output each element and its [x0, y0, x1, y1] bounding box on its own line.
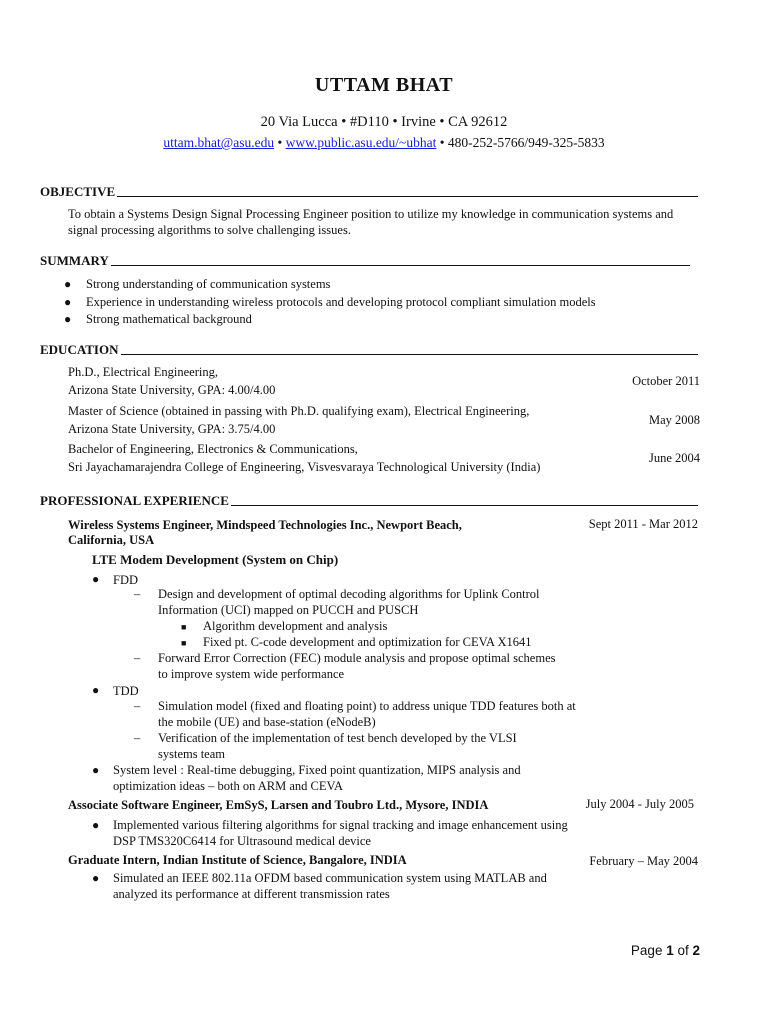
website-link[interactable]: www.public.asu.edu/~ubhat: [285, 135, 437, 150]
institution: Arizona State University, GPA: 4.00/4.00: [68, 383, 276, 397]
section-title: EDUCATION: [40, 342, 119, 357]
dash-icon: –: [134, 731, 141, 745]
degree: Master of Science (obtained in passing with Ph.D. qualifying exam), Electrical Engineering,: [68, 404, 530, 418]
objective-text: To obtain a Systems Design Signal Processing Engineer position to utilize my knowledge in communication systems and signal processing algorithms to solve challenging issues.: [68, 207, 674, 237]
job-date: July 2004 - July 2005: [585, 797, 694, 811]
job-title: Graduate Intern, Indian Institute of Science, Bangalore, INDIA: [68, 853, 407, 867]
education-entry: [68, 440, 540, 476]
contact-line: [0, 135, 768, 151]
fdd-subitem: Fixed pt. C-code development and optimization for CEVA X1641: [203, 635, 532, 649]
summary-item: Strong understanding of communication systems: [86, 277, 331, 291]
job-item: Implemented various filtering algorithms for signal tracking and image enhancement using DSP TMS320C6414 for Ultrasound medical device: [113, 818, 568, 848]
institution: Arizona State University, GPA: 3.75/4.00: [68, 422, 276, 436]
objective-heading: [40, 184, 698, 200]
tdd-label: TDD: [113, 684, 139, 698]
summary-heading: [40, 253, 690, 269]
address-line: 20 Via Lucca • #D110 • Irvine • CA 92612: [260, 114, 508, 130]
square-bullet-icon: ■: [181, 638, 187, 648]
section-title: SUMMARY: [40, 253, 109, 268]
education-entry: [68, 363, 275, 399]
job-date: February – May 2004: [589, 854, 698, 868]
bullet-icon: ●: [64, 295, 72, 309]
job-title: Associate Software Engineer, EmSyS, Larsen and Toubro Ltd., Mysore, INDIA: [68, 798, 489, 812]
bullet-icon: ●: [92, 871, 100, 885]
project-title: LTE Modem Development (System on Chip): [92, 552, 339, 567]
dash-icon: –: [134, 651, 141, 665]
system-level-item: System level : Real-time debugging, Fixed point quantization, MIPS analysis and optimization ideas – both on ARM and CEVA: [113, 763, 521, 793]
section-rule: [117, 196, 698, 197]
section-rule: [121, 354, 699, 355]
fdd-subitem: Algorithm development and analysis: [203, 619, 388, 633]
fdd-label: FDD: [113, 573, 139, 587]
bullet-icon: ●: [64, 277, 72, 291]
degree: Bachelor of Engineering, Electronics & Communications,: [68, 442, 358, 456]
email-link[interactable]: uttam.bhat@asu.edu: [163, 135, 275, 150]
candidate-name: UTTAM BHAT: [314, 74, 454, 96]
bullet-icon: ●: [92, 763, 100, 777]
education-entry: [68, 402, 529, 438]
experience-heading: [40, 493, 698, 509]
job-date: Sept 2011 - Mar 2012: [588, 517, 698, 531]
section-title: OBJECTIVE: [40, 184, 116, 199]
education-date: June 2004: [648, 451, 700, 465]
education-heading: [40, 342, 698, 358]
fdd-item: Forward Error Correction (FEC) module analysis and propose optimal schemes to improve system wide performance: [158, 651, 556, 681]
page-current: 1: [666, 943, 674, 958]
page-number: [631, 943, 700, 958]
section-rule: [231, 505, 698, 506]
square-bullet-icon: ■: [181, 622, 187, 632]
bullet-icon: ●: [92, 683, 100, 697]
dash-icon: –: [134, 699, 141, 713]
job-item: Simulated an IEEE 802.11a OFDM based communication system using MATLAB and analyzed its performance at different transmission rates: [113, 871, 547, 901]
of-word: of: [673, 943, 693, 958]
tdd-item: Verification of the implementation of test bench developed by the VLSI systems team: [158, 731, 517, 761]
tdd-item: Simulation model (fixed and floating point) to address unique TDD features both at the mobile (UE) and base-station (eNodeB): [158, 699, 576, 729]
dash-icon: –: [134, 587, 141, 601]
bullet-icon: ●: [92, 818, 100, 832]
degree: Ph.D., Electrical Engineering,: [68, 365, 218, 379]
bullet-icon: ●: [92, 572, 100, 586]
page-total: 2: [692, 943, 700, 958]
fdd-item: Design and development of optimal decoding algorithms for Uplink Control Information (UCI) mapped on PUCCH and PUSCH: [158, 587, 540, 617]
page-word: Page: [630, 943, 667, 958]
summary-item: Strong mathematical background: [86, 312, 252, 326]
contact-separator: •: [274, 135, 286, 150]
job-title: Wireless Systems Engineer, Mindspeed Technologies Inc., Newport Beach, California, USA: [68, 518, 462, 547]
phone-numbers: • 480-252-5766/949-325-5833: [436, 135, 605, 150]
section-title: PROFESSIONAL EXPERIENCE: [40, 493, 229, 508]
education-date: May 2008: [648, 413, 700, 427]
summary-item: Experience in understanding wireless protocols and developing protocol compliant simulation models: [86, 295, 596, 309]
section-rule: [111, 265, 690, 266]
institution: Sri Jayachamarajendra College of Engineering, Visvesvaraya Technological University (India): [68, 460, 541, 474]
bullet-icon: ●: [64, 312, 72, 326]
education-date: October 2011: [632, 374, 700, 388]
